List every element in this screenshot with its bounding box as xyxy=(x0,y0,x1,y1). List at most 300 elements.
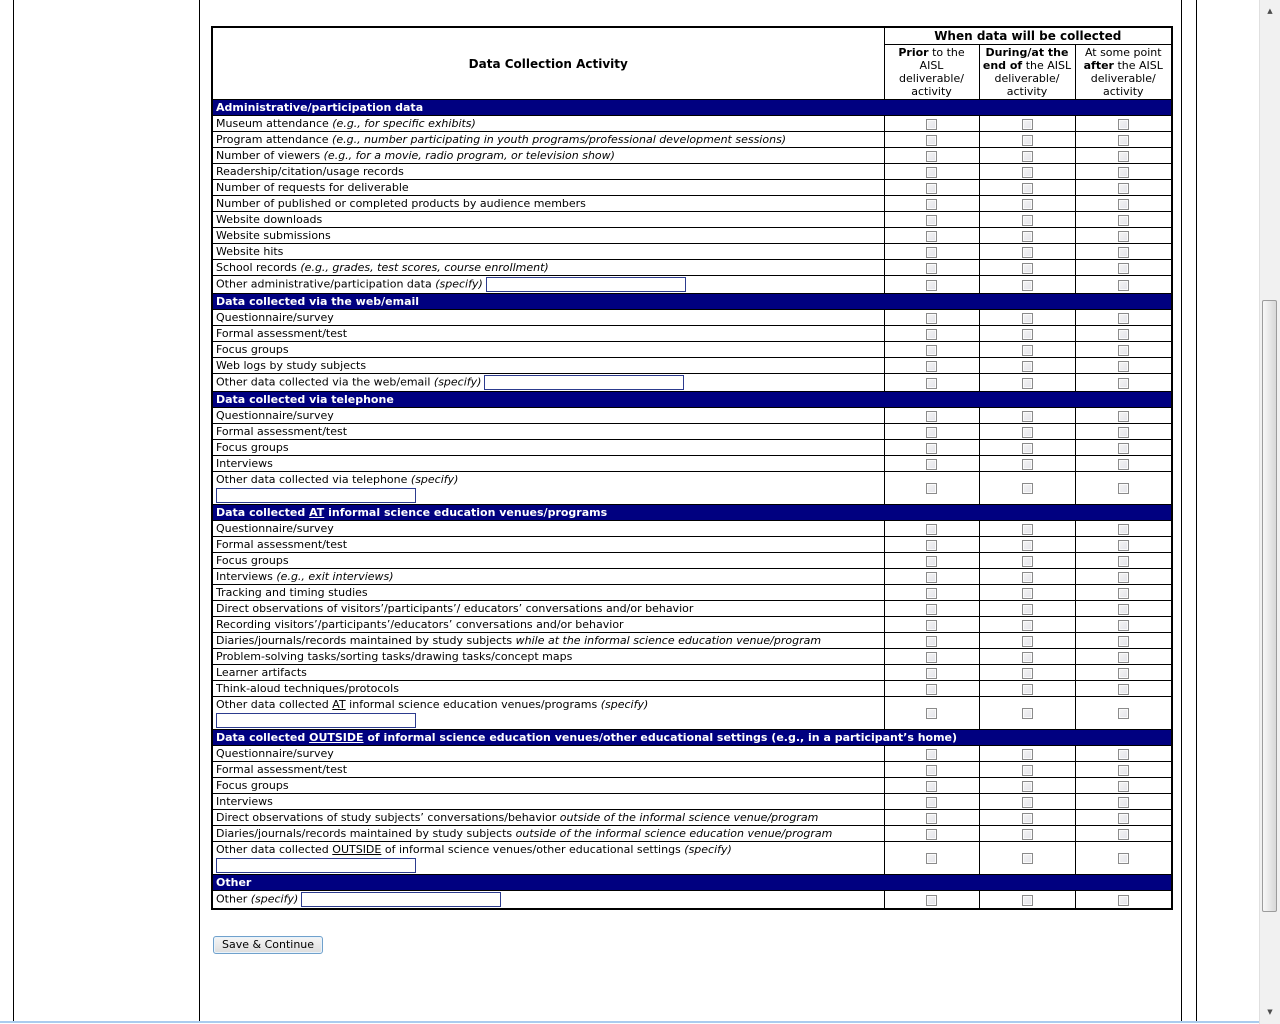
checkbox-during[interactable] xyxy=(1022,652,1033,663)
column-header-after: At some point after the AISL deliverable/ activity xyxy=(1075,45,1172,100)
checkbox-after[interactable] xyxy=(1118,797,1129,808)
checkbox-prior[interactable] xyxy=(926,443,937,454)
activity-row xyxy=(212,569,1172,585)
section-row-telephone xyxy=(212,392,1172,408)
checkbox-prior[interactable] xyxy=(926,183,937,194)
checkbox-cell-prior xyxy=(884,697,979,730)
checkbox-during[interactable] xyxy=(1022,781,1033,792)
specify-input-wrap xyxy=(216,858,881,873)
checkbox-cell-during xyxy=(979,148,1075,164)
checkbox-cell-after xyxy=(1075,342,1172,358)
activity-row xyxy=(212,826,1172,842)
activity-label: Formal assessment/test xyxy=(212,537,884,553)
checkbox-cell-after xyxy=(1075,244,1172,260)
checkbox-prior[interactable] xyxy=(926,524,937,535)
checkbox-after[interactable] xyxy=(1118,135,1129,146)
checkbox-after[interactable] xyxy=(1118,781,1129,792)
checkbox-after[interactable] xyxy=(1118,853,1129,864)
checkbox-cell-prior xyxy=(884,148,979,164)
checkbox-prior[interactable] xyxy=(926,652,937,663)
checkbox-after[interactable] xyxy=(1118,652,1129,663)
checkbox-cell-prior xyxy=(884,116,979,132)
checkbox-during[interactable] xyxy=(1022,378,1033,389)
checkbox-cell-during xyxy=(979,276,1075,294)
checkbox-after[interactable] xyxy=(1118,813,1129,824)
checkbox-cell-prior xyxy=(884,472,979,505)
checkbox-prior[interactable] xyxy=(926,684,937,695)
activity-label: Formal assessment/test xyxy=(212,424,884,440)
checkbox-cell-during xyxy=(979,537,1075,553)
checkbox-cell-during xyxy=(979,260,1075,276)
checkbox-cell-prior xyxy=(884,424,979,440)
when-collected-header: When data will be collected xyxy=(884,27,1172,45)
checkbox-prior[interactable] xyxy=(926,345,937,356)
scrollbar-thumb[interactable] xyxy=(1262,300,1277,912)
checkbox-cell-prior xyxy=(884,585,979,601)
checkbox-after[interactable] xyxy=(1118,588,1129,599)
checkbox-during[interactable] xyxy=(1022,620,1033,631)
checkbox-prior[interactable] xyxy=(926,361,937,372)
activity-row xyxy=(212,244,1172,260)
checkbox-prior[interactable] xyxy=(926,231,937,242)
checkbox-during[interactable] xyxy=(1022,459,1033,470)
checkbox-after[interactable] xyxy=(1118,361,1129,372)
activity-row xyxy=(212,681,1172,697)
section-row-at-venues xyxy=(212,505,1172,521)
activity-row xyxy=(212,374,1172,392)
checkbox-cell-after xyxy=(1075,585,1172,601)
activity-label: Program attendance (e.g., number participating in youth programs/professional development sessions) xyxy=(212,132,884,148)
activity-label: Direct observations of visitors’/participants’/ educators’ conversations and/or behavior xyxy=(212,601,884,617)
checkbox-after[interactable] xyxy=(1118,895,1129,906)
checkbox-cell-prior xyxy=(884,326,979,342)
checkbox-prior[interactable] xyxy=(926,540,937,551)
checkbox-cell-during xyxy=(979,553,1075,569)
activity-row xyxy=(212,617,1172,633)
checkbox-cell-prior xyxy=(884,521,979,537)
checkbox-prior[interactable] xyxy=(926,556,937,567)
checkbox-after[interactable] xyxy=(1118,668,1129,679)
activity-row xyxy=(212,810,1172,826)
checkbox-after[interactable] xyxy=(1118,280,1129,291)
checkbox-after[interactable] xyxy=(1118,183,1129,194)
checkbox-cell-prior xyxy=(884,132,979,148)
section-header-web-email: Data collected via the web/email xyxy=(212,294,1172,310)
checkbox-prior[interactable] xyxy=(926,781,937,792)
checkbox-after[interactable] xyxy=(1118,411,1129,422)
activity-label: Museum attendance (e.g., for specific exhibits) xyxy=(212,116,884,132)
checkbox-cell-during xyxy=(979,244,1075,260)
checkbox-prior[interactable] xyxy=(926,765,937,776)
checkbox-cell-prior xyxy=(884,408,979,424)
checkbox-cell-during xyxy=(979,116,1075,132)
checkbox-cell-during xyxy=(979,374,1075,392)
checkbox-cell-after xyxy=(1075,374,1172,392)
scroll-up-button[interactable] xyxy=(1260,3,1280,19)
checkbox-during[interactable] xyxy=(1022,668,1033,679)
checkbox-prior[interactable] xyxy=(926,119,937,130)
checkbox-during[interactable] xyxy=(1022,524,1033,535)
activity-label: Other administrative/participation data (specify) xyxy=(212,276,884,294)
checkbox-cell-during xyxy=(979,440,1075,456)
specify-input[interactable] xyxy=(216,858,416,873)
checkbox-cell-prior xyxy=(884,681,979,697)
activity-label: Interviews xyxy=(212,456,884,472)
checkbox-during[interactable] xyxy=(1022,199,1033,210)
checkbox-after[interactable] xyxy=(1118,443,1129,454)
checkbox-prior[interactable] xyxy=(926,797,937,808)
specify-input[interactable] xyxy=(216,713,416,728)
checkbox-cell-during xyxy=(979,633,1075,649)
activity-row xyxy=(212,212,1172,228)
form-content xyxy=(211,26,1191,954)
checkbox-after[interactable] xyxy=(1118,167,1129,178)
checkbox-cell-during xyxy=(979,472,1075,505)
activity-label: Focus groups xyxy=(212,342,884,358)
activity-label: Number of published or completed products by audience members xyxy=(212,196,884,212)
checkbox-cell-after xyxy=(1075,132,1172,148)
checkbox-cell-after xyxy=(1075,826,1172,842)
checkbox-cell-prior xyxy=(884,569,979,585)
checkbox-cell-prior xyxy=(884,746,979,762)
section-row-other xyxy=(212,875,1172,891)
checkbox-cell-after xyxy=(1075,794,1172,810)
checkbox-during[interactable] xyxy=(1022,588,1033,599)
checkbox-after[interactable] xyxy=(1118,684,1129,695)
activity-row xyxy=(212,633,1172,649)
checkbox-cell-after xyxy=(1075,440,1172,456)
save-continue-button[interactable]: Save & Continue xyxy=(213,936,323,954)
checkbox-during[interactable] xyxy=(1022,540,1033,551)
checkbox-cell-after xyxy=(1075,842,1172,875)
checkbox-cell-prior xyxy=(884,164,979,180)
checkbox-prior[interactable] xyxy=(926,459,937,470)
checkbox-after[interactable] xyxy=(1118,829,1129,840)
column-header-during: During/at the end of the AISL deliverable/ activity xyxy=(979,45,1075,100)
activity-label: Other data collected via the web/email (specify) xyxy=(212,374,884,392)
checkbox-after[interactable] xyxy=(1118,572,1129,583)
section-header-administrative: Administrative/participation data xyxy=(212,100,1172,116)
activity-label: Direct observations of study subjects’ conversations/behavior outside of the informal science venue/program xyxy=(212,810,884,826)
checkbox-during[interactable] xyxy=(1022,411,1033,422)
checkbox-cell-after xyxy=(1075,358,1172,374)
activity-row xyxy=(212,408,1172,424)
activity-label: Other data collected OUTSIDE of informal science venues/other educational settings (specify) xyxy=(212,842,884,875)
checkbox-after[interactable] xyxy=(1118,636,1129,647)
checkbox-cell-after xyxy=(1075,472,1172,505)
checkbox-after[interactable] xyxy=(1118,231,1129,242)
checkbox-cell-during xyxy=(979,228,1075,244)
specify-input-wrap xyxy=(216,713,881,728)
activity-row xyxy=(212,132,1172,148)
checkbox-during[interactable] xyxy=(1022,636,1033,647)
checkbox-after[interactable] xyxy=(1118,556,1129,567)
specify-input[interactable] xyxy=(484,375,684,390)
checkbox-cell-prior xyxy=(884,537,979,553)
checkbox-during[interactable] xyxy=(1022,313,1033,324)
vertical-scrollbar[interactable] xyxy=(1259,0,1280,1024)
checkbox-prior[interactable] xyxy=(926,199,937,210)
checkbox-cell-after xyxy=(1075,537,1172,553)
checkbox-cell-after xyxy=(1075,633,1172,649)
checkbox-cell-during xyxy=(979,132,1075,148)
checkbox-cell-during xyxy=(979,585,1075,601)
checkbox-during[interactable] xyxy=(1022,572,1033,583)
checkbox-cell-prior xyxy=(884,358,979,374)
checkbox-cell-during xyxy=(979,665,1075,681)
checkbox-prior[interactable] xyxy=(926,247,937,258)
checkbox-prior[interactable] xyxy=(926,280,937,291)
checkbox-cell-prior xyxy=(884,665,979,681)
checkbox-during[interactable] xyxy=(1022,361,1033,372)
checkbox-cell-during xyxy=(979,746,1075,762)
checkbox-during[interactable] xyxy=(1022,167,1033,178)
checkbox-cell-during xyxy=(979,794,1075,810)
checkbox-after[interactable] xyxy=(1118,329,1129,340)
checkbox-cell-prior xyxy=(884,310,979,326)
checkbox-cell-after xyxy=(1075,746,1172,762)
checkbox-cell-during xyxy=(979,697,1075,730)
checkbox-prior[interactable] xyxy=(926,749,937,760)
checkbox-after[interactable] xyxy=(1118,313,1129,324)
scroll-up-icon: ▲ xyxy=(1267,7,1273,15)
checkbox-cell-prior xyxy=(884,553,979,569)
checkbox-prior[interactable] xyxy=(926,668,937,679)
checkbox-cell-after xyxy=(1075,762,1172,778)
checkbox-cell-during xyxy=(979,212,1075,228)
section-header-telephone: Data collected via telephone xyxy=(212,392,1172,408)
checkbox-cell-prior xyxy=(884,842,979,875)
checkbox-during[interactable] xyxy=(1022,829,1033,840)
checkbox-cell-during xyxy=(979,342,1075,358)
checkbox-after[interactable] xyxy=(1118,708,1129,719)
activity-label: Formal assessment/test xyxy=(212,326,884,342)
checkbox-cell-after xyxy=(1075,697,1172,730)
checkbox-prior[interactable] xyxy=(926,853,937,864)
checkbox-prior[interactable] xyxy=(926,829,937,840)
checkbox-prior[interactable] xyxy=(926,708,937,719)
checkbox-after[interactable] xyxy=(1118,247,1129,258)
checkbox-cell-after xyxy=(1075,456,1172,472)
checkbox-cell-during xyxy=(979,521,1075,537)
checkbox-during[interactable] xyxy=(1022,556,1033,567)
checkbox-cell-during xyxy=(979,810,1075,826)
checkbox-cell-during xyxy=(979,778,1075,794)
activity-label: Questionnaire/survey xyxy=(212,310,884,326)
activity-row xyxy=(212,358,1172,374)
checkbox-after[interactable] xyxy=(1118,765,1129,776)
checkbox-cell-prior xyxy=(884,601,979,617)
checkbox-cell-during xyxy=(979,180,1075,196)
checkbox-after[interactable] xyxy=(1118,749,1129,760)
checkbox-cell-during xyxy=(979,649,1075,665)
section-row-web-email xyxy=(212,294,1172,310)
checkbox-during[interactable] xyxy=(1022,427,1033,438)
checkbox-cell-prior xyxy=(884,440,979,456)
activity-row xyxy=(212,585,1172,601)
checkbox-prior[interactable] xyxy=(926,572,937,583)
activity-row xyxy=(212,310,1172,326)
activity-label: Diaries/journals/records maintained by study subjects outside of the informal science education venue/program xyxy=(212,826,884,842)
checkbox-during[interactable] xyxy=(1022,329,1033,340)
checkbox-prior[interactable] xyxy=(926,329,937,340)
activity-label: Web logs by study subjects xyxy=(212,358,884,374)
activity-label: School records (e.g., grades, test scores, course enrollment) xyxy=(212,260,884,276)
checkbox-cell-during xyxy=(979,408,1075,424)
activity-label: Other data collected AT informal science education venues/programs (specify) xyxy=(212,697,884,730)
activity-row xyxy=(212,180,1172,196)
activity-row xyxy=(212,276,1172,294)
section-header-at-venues: Data collected AT informal science education venues/programs xyxy=(212,505,1172,521)
checkbox-during[interactable] xyxy=(1022,151,1033,162)
checkbox-after[interactable] xyxy=(1118,459,1129,470)
specify-input[interactable] xyxy=(486,277,686,292)
checkbox-cell-prior xyxy=(884,826,979,842)
activity-label: Formal assessment/test xyxy=(212,762,884,778)
activity-label: Focus groups xyxy=(212,778,884,794)
checkbox-cell-prior xyxy=(884,810,979,826)
checkbox-prior[interactable] xyxy=(926,813,937,824)
checkbox-cell-during xyxy=(979,681,1075,697)
checkbox-during[interactable] xyxy=(1022,263,1033,274)
checkbox-cell-prior xyxy=(884,342,979,358)
checkbox-cell-after xyxy=(1075,617,1172,633)
checkbox-cell-after xyxy=(1075,148,1172,164)
checkbox-cell-after xyxy=(1075,164,1172,180)
checkbox-prior[interactable] xyxy=(926,135,937,146)
scroll-down-button[interactable] xyxy=(1260,1004,1280,1020)
checkbox-during[interactable] xyxy=(1022,895,1033,906)
checkbox-prior[interactable] xyxy=(926,167,937,178)
activity-row xyxy=(212,472,1172,505)
checkbox-after[interactable] xyxy=(1118,604,1129,615)
checkbox-cell-after xyxy=(1075,212,1172,228)
checkbox-prior[interactable] xyxy=(926,215,937,226)
checkbox-during[interactable] xyxy=(1022,483,1033,494)
checkbox-prior[interactable] xyxy=(926,588,937,599)
checkbox-after[interactable] xyxy=(1118,378,1129,389)
activity-row xyxy=(212,778,1172,794)
checkbox-cell-during xyxy=(979,569,1075,585)
data-collection-table xyxy=(211,26,1173,910)
activity-label: Questionnaire/survey xyxy=(212,521,884,537)
checkbox-cell-prior xyxy=(884,276,979,294)
checkbox-after[interactable] xyxy=(1118,427,1129,438)
checkbox-after[interactable] xyxy=(1118,215,1129,226)
checkbox-during[interactable] xyxy=(1022,183,1033,194)
checkbox-during[interactable] xyxy=(1022,853,1033,864)
checkbox-during[interactable] xyxy=(1022,247,1033,258)
checkbox-prior[interactable] xyxy=(926,604,937,615)
checkbox-after[interactable] xyxy=(1118,620,1129,631)
activity-row xyxy=(212,762,1172,778)
checkbox-after[interactable] xyxy=(1118,151,1129,162)
checkbox-prior[interactable] xyxy=(926,151,937,162)
checkbox-after[interactable] xyxy=(1118,540,1129,551)
checkbox-prior[interactable] xyxy=(926,263,937,274)
checkbox-cell-after xyxy=(1075,260,1172,276)
activity-label: Website downloads xyxy=(212,212,884,228)
activity-label: Learner artifacts xyxy=(212,665,884,681)
checkbox-after[interactable] xyxy=(1118,199,1129,210)
specify-input[interactable] xyxy=(216,488,416,503)
checkbox-during[interactable] xyxy=(1022,345,1033,356)
checkbox-cell-prior xyxy=(884,778,979,794)
checkbox-during[interactable] xyxy=(1022,765,1033,776)
checkbox-during[interactable] xyxy=(1022,813,1033,824)
checkbox-cell-during xyxy=(979,424,1075,440)
activity-row xyxy=(212,148,1172,164)
checkbox-after[interactable] xyxy=(1118,119,1129,130)
checkbox-cell-during xyxy=(979,891,1075,910)
checkbox-cell-prior xyxy=(884,260,979,276)
checkbox-after[interactable] xyxy=(1118,483,1129,494)
checkbox-during[interactable] xyxy=(1022,443,1033,454)
checkbox-cell-prior xyxy=(884,212,979,228)
activity-label: Number of viewers (e.g., for a movie, radio program, or television show) xyxy=(212,148,884,164)
checkbox-cell-during xyxy=(979,842,1075,875)
activity-row xyxy=(212,665,1172,681)
checkbox-during[interactable] xyxy=(1022,215,1033,226)
checkbox-cell-after xyxy=(1075,228,1172,244)
checkbox-cell-after xyxy=(1075,601,1172,617)
checkbox-cell-after xyxy=(1075,424,1172,440)
specify-input-wrap xyxy=(216,488,881,503)
activity-label: Other (specify) xyxy=(212,891,884,910)
checkbox-prior[interactable] xyxy=(926,427,937,438)
checkbox-prior[interactable] xyxy=(926,378,937,389)
checkbox-after[interactable] xyxy=(1118,263,1129,274)
checkbox-during[interactable] xyxy=(1022,119,1033,130)
checkbox-cell-after xyxy=(1075,681,1172,697)
activity-label: Diaries/journals/records maintained by study subjects while at the informal science education venue/program xyxy=(212,633,884,649)
checkbox-prior[interactable] xyxy=(926,411,937,422)
activity-label: Interviews (e.g., exit interviews) xyxy=(212,569,884,585)
checkbox-during[interactable] xyxy=(1022,749,1033,760)
checkbox-cell-after xyxy=(1075,569,1172,585)
activity-label: Other data collected via telephone (specify) xyxy=(212,472,884,505)
checkbox-during[interactable] xyxy=(1022,280,1033,291)
checkbox-during[interactable] xyxy=(1022,135,1033,146)
checkbox-cell-after xyxy=(1075,310,1172,326)
checkbox-prior[interactable] xyxy=(926,895,937,906)
checkbox-after[interactable] xyxy=(1118,345,1129,356)
activity-label: Questionnaire/survey xyxy=(212,746,884,762)
checkbox-during[interactable] xyxy=(1022,708,1033,719)
checkbox-prior[interactable] xyxy=(926,313,937,324)
checkbox-during[interactable] xyxy=(1022,797,1033,808)
checkbox-prior[interactable] xyxy=(926,620,937,631)
checkbox-during[interactable] xyxy=(1022,684,1033,695)
specify-input[interactable] xyxy=(301,892,501,907)
checkbox-prior[interactable] xyxy=(926,483,937,494)
checkbox-during[interactable] xyxy=(1022,231,1033,242)
checkbox-cell-after xyxy=(1075,778,1172,794)
activity-row xyxy=(212,746,1172,762)
activity-row xyxy=(212,537,1172,553)
checkbox-during[interactable] xyxy=(1022,604,1033,615)
activity-row xyxy=(212,456,1172,472)
checkbox-cell-after xyxy=(1075,196,1172,212)
activity-row xyxy=(212,521,1172,537)
activity-row xyxy=(212,326,1172,342)
checkbox-cell-during xyxy=(979,310,1075,326)
activity-row xyxy=(212,891,1172,910)
checkbox-after[interactable] xyxy=(1118,524,1129,535)
checkbox-cell-during xyxy=(979,358,1075,374)
checkbox-prior[interactable] xyxy=(926,636,937,647)
activity-row xyxy=(212,228,1172,244)
